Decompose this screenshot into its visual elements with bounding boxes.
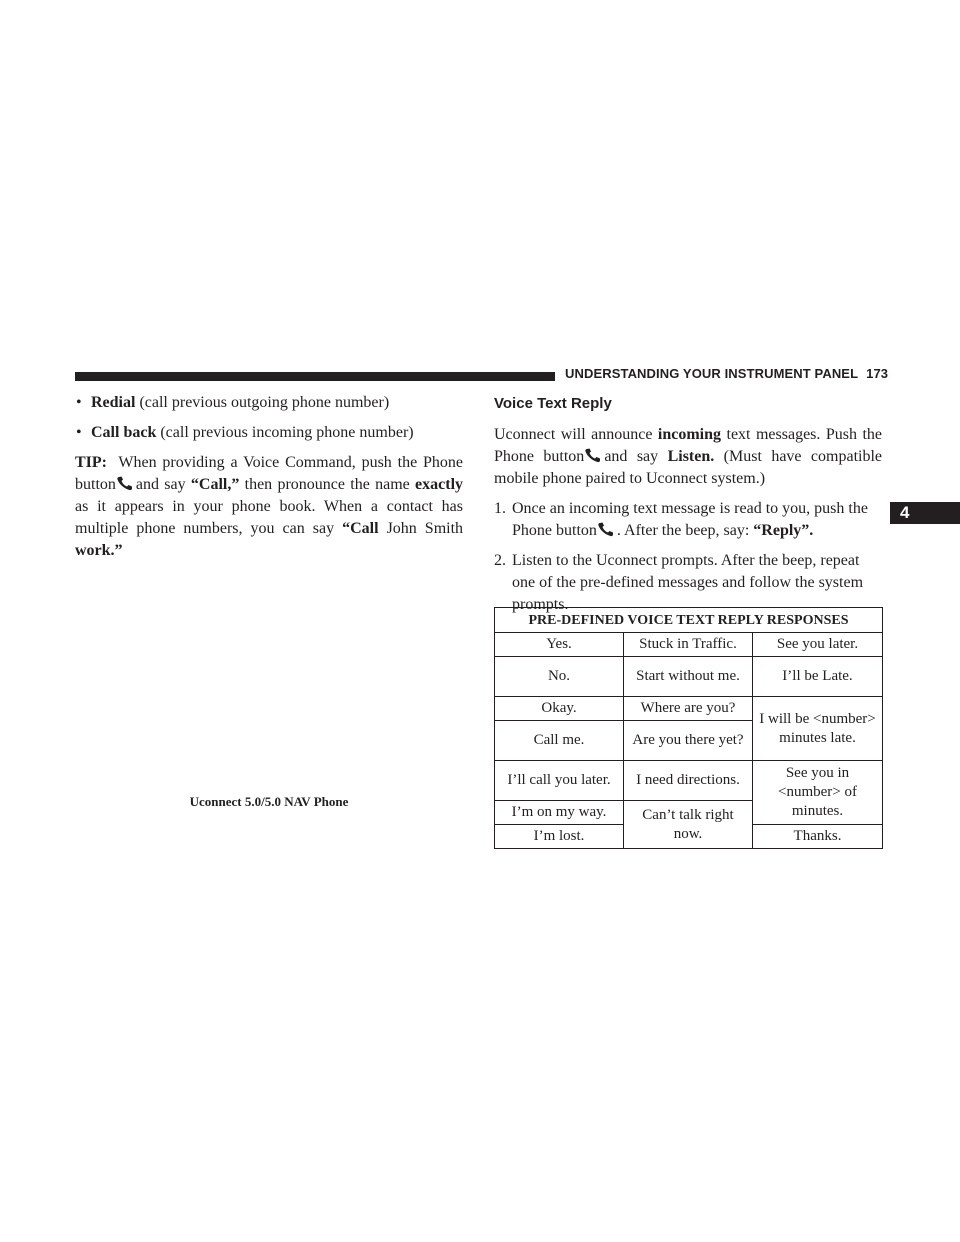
chapter-tab: 4 — [890, 502, 960, 524]
header-rule — [75, 372, 555, 381]
table-cell: See you later. — [753, 633, 883, 657]
table-cell: Thanks. — [753, 825, 883, 849]
table-cell: I’m lost. — [495, 825, 624, 849]
table-cell: I’ll call you later. — [495, 761, 624, 801]
table-row — [495, 633, 883, 657]
page-number: 173 — [866, 366, 889, 381]
figure-caption: Uconnect 5.0/5.0 NAV Phone — [189, 794, 349, 809]
table-cell: Yes. — [495, 633, 624, 657]
table-cell: Stuck in Traffic. — [624, 633, 753, 657]
step-1: 1. Once an incoming text message is read to you, push the Phone button . After the beep, say: “Reply”. — [494, 500, 868, 539]
table-row — [495, 761, 883, 801]
table-cell: I’ll be Late. — [753, 657, 883, 697]
header-title: UNDERSTANDING YOUR INSTRUMENT PANEL — [565, 366, 859, 381]
table-cell: See you in <number> of minutes. — [753, 761, 883, 825]
table-cell: I need directions. — [624, 761, 753, 801]
phone-icon — [117, 476, 135, 491]
left-column — [75, 392, 463, 562]
step-2: 2. Listen to the Uconnect prompts. After the beep, repeat one of the pre-defined messages and follow the system prompts. — [494, 552, 864, 613]
phone-icon — [598, 522, 616, 537]
table-cell: I will be <number> minutes late. — [753, 697, 883, 761]
table-cell: Okay. — [495, 697, 624, 721]
intro-paragraph: Uconnect will announce incoming text messages. Push the Phone button and say Listen. (Must have compatible mobile phone paired to Uconnect system.) — [494, 426, 883, 487]
phone-icon — [585, 448, 603, 463]
table-cell: Where are you? — [624, 697, 753, 721]
running-header — [565, 366, 888, 381]
table-cell: Can’t talk right now. — [624, 801, 753, 849]
right-column — [494, 392, 882, 616]
table-row — [495, 657, 883, 697]
table-cell: Start without me. — [624, 657, 753, 697]
table-cell: I’m on my way. — [495, 801, 624, 825]
table-title: PRE-DEFINED VOICE TEXT REPLY RESPONSES — [495, 608, 883, 633]
list-item: • Redial (call previous outgoing phone number) — [76, 394, 390, 411]
table-cell: Are you there yet? — [624, 721, 753, 761]
table-row — [495, 697, 883, 721]
tip-paragraph: TIP: When providing a Voice Command, push the Phone button and say “Call,” then pronounce the name exactly as it appears in your phone book. When a contact has multiple phone numbers, you can say “Call John Smith work.” — [75, 454, 464, 559]
section-heading: Voice Text Reply — [494, 395, 612, 412]
list-item: • Call back (call previous incoming phone number) — [76, 424, 414, 441]
table-cell: No. — [495, 657, 624, 697]
tip-label: TIP: — [75, 454, 107, 471]
responses-table — [494, 607, 883, 849]
table-cell: Call me. — [495, 721, 624, 761]
